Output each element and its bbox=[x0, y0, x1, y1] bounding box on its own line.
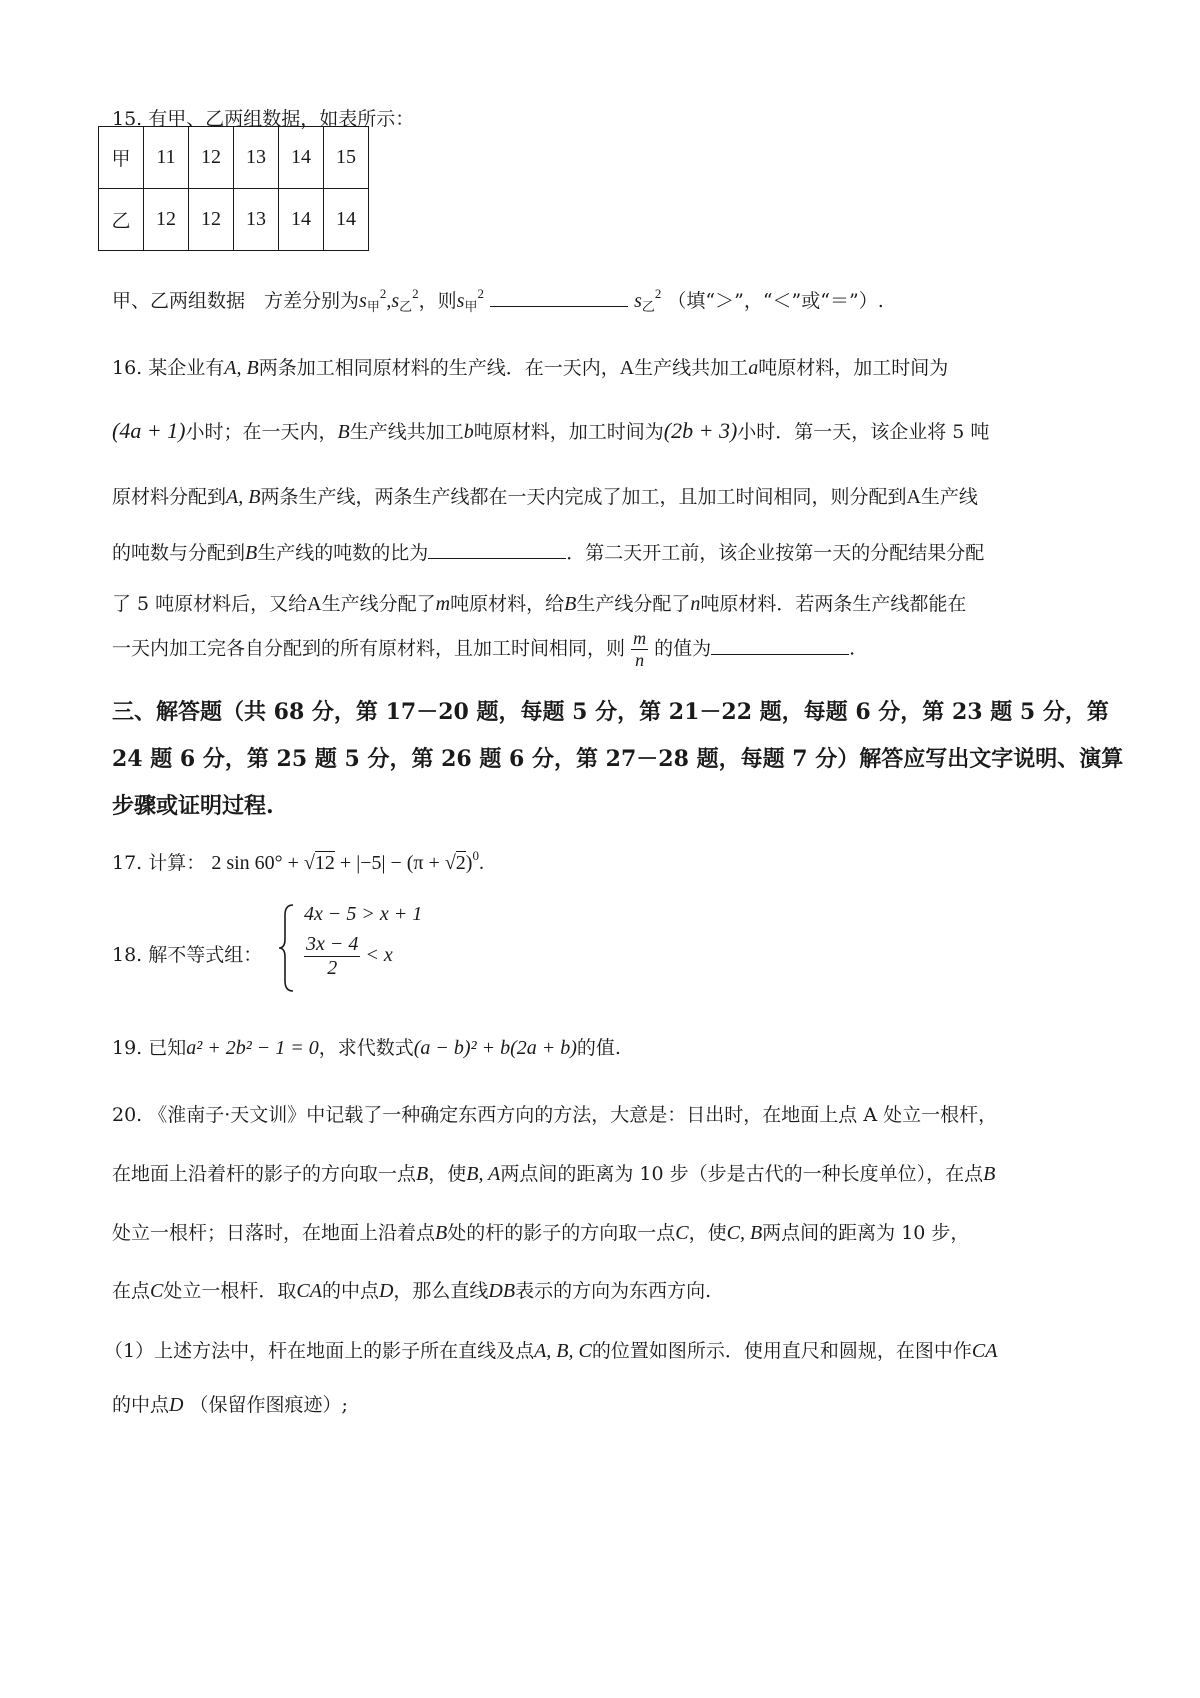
q16-line-5 bbox=[112, 589, 966, 616]
text: 生产线 bbox=[920, 486, 978, 508]
q16-line-1 bbox=[112, 353, 948, 380]
q17 bbox=[112, 848, 484, 875]
q17-label: 17. 计算： bbox=[112, 852, 206, 874]
q15-question bbox=[112, 286, 884, 315]
text: （保留作图痕迹）; bbox=[189, 1394, 348, 1416]
sub-yi: 乙 bbox=[399, 299, 413, 314]
q18-label: 18. 解不等式组： bbox=[112, 944, 263, 966]
var-a: a bbox=[748, 357, 759, 379]
var-n: n bbox=[690, 593, 701, 615]
text: 了 5 吨原材料后，又给 bbox=[112, 593, 308, 615]
fraction-den: n bbox=[635, 650, 645, 670]
text: 的中点 bbox=[321, 1280, 379, 1302]
var-DB: DB bbox=[488, 1280, 516, 1302]
var-CA: CA bbox=[296, 1280, 322, 1302]
var-B: B bbox=[337, 421, 350, 443]
text: 的值为 bbox=[654, 637, 712, 660]
text: 两点间的距离为 10 步， bbox=[762, 1222, 970, 1244]
text: 生产线分配了 bbox=[321, 593, 436, 615]
text: 吨原材料，加工时间为 bbox=[758, 357, 949, 379]
q20-line-1: 20. 《淮南子·天文训》中记载了一种确定东西方向的方法，大意是：日出时，在地面上点 A 处立一根杆， bbox=[112, 1104, 998, 1126]
target-expression: (a − b)² + b(2a + b) bbox=[413, 1037, 577, 1059]
q20-part1-line-2 bbox=[112, 1390, 348, 1417]
sqrt-sign: √ bbox=[444, 852, 456, 874]
answer-blank[interactable] bbox=[428, 558, 566, 559]
text: 在点 bbox=[112, 1280, 151, 1302]
q15-text-b: ，则 bbox=[418, 290, 457, 312]
var-ABC: A, B, C bbox=[534, 1340, 592, 1362]
var-B: B bbox=[435, 1222, 448, 1244]
var-s: s bbox=[391, 290, 400, 312]
text: 处的杆的影子的方向取一点 bbox=[447, 1222, 676, 1244]
table-cell: 12 bbox=[189, 189, 234, 251]
text: 生产线共加工 bbox=[634, 357, 749, 379]
q16-line-6 bbox=[112, 628, 855, 671]
text: 小时．第一天，该企业将 5 吨 bbox=[737, 421, 990, 443]
text: 生产线分配了 bbox=[576, 593, 691, 615]
condition-expression: a² + 2b² − 1 = 0 bbox=[186, 1037, 319, 1059]
q16-line-2 bbox=[112, 417, 989, 444]
table-cell: 14 bbox=[324, 189, 369, 251]
var-s: s bbox=[456, 290, 465, 312]
q15-text-a: 甲、乙两组数据 方差分别为 bbox=[112, 290, 360, 312]
table-row bbox=[99, 127, 369, 189]
var-CB: C, B bbox=[726, 1222, 763, 1244]
var-AB: A, B bbox=[226, 486, 261, 508]
table-cell: 13 bbox=[234, 127, 279, 189]
q20-line-4 bbox=[112, 1276, 711, 1303]
var-m: m bbox=[435, 593, 451, 615]
table-row-label: 甲 bbox=[99, 127, 144, 189]
exponent: 0 bbox=[472, 848, 479, 863]
var-B: B bbox=[245, 542, 258, 564]
fraction-num: m bbox=[633, 628, 647, 648]
table-cell: 14 bbox=[279, 189, 324, 251]
sup-2: 2 bbox=[654, 286, 662, 301]
text: 处立一根杆；日落时，在地面上沿着点 bbox=[112, 1222, 436, 1244]
text: 19. 已知 bbox=[112, 1037, 187, 1059]
var-C: C bbox=[675, 1222, 689, 1244]
var-A: A bbox=[906, 486, 921, 508]
var-s: s bbox=[634, 290, 642, 312]
q15-data-table bbox=[98, 126, 369, 251]
var-A: A bbox=[619, 357, 635, 379]
left-brace-icon bbox=[278, 903, 298, 993]
table-row-label: 乙 bbox=[99, 189, 144, 251]
table-cell: 15 bbox=[324, 127, 369, 189]
q15-text-c: （填“＞”，“＜”或“＝”）. bbox=[667, 290, 884, 312]
answer-blank[interactable] bbox=[711, 654, 849, 655]
table-cell: 13 bbox=[234, 189, 279, 251]
q16-line-3 bbox=[112, 482, 978, 509]
q17-expression bbox=[211, 848, 484, 874]
var-s: s bbox=[359, 290, 367, 312]
text: 的值. bbox=[576, 1037, 621, 1059]
table-cell: 14 bbox=[279, 127, 324, 189]
sup-2: 2 bbox=[412, 286, 419, 301]
text: . bbox=[849, 637, 856, 660]
text: 一天内加工完各自分配到的所有原材料，且加工时间相同，则 bbox=[112, 637, 626, 660]
table-cell: 12 bbox=[144, 189, 189, 251]
text: 处立一根杆．取 bbox=[163, 1280, 297, 1302]
text: （1）上述方法中，杆在地面上的影子所在直线及点 bbox=[104, 1340, 535, 1362]
var-B: B bbox=[983, 1163, 996, 1185]
text: ，使 bbox=[688, 1222, 727, 1244]
fraction-num: 3x − 4 bbox=[306, 933, 359, 955]
fraction bbox=[304, 933, 360, 980]
sub-yi: 乙 bbox=[641, 299, 655, 314]
q18-inequality-2 bbox=[304, 933, 393, 980]
sup-2: 2 bbox=[477, 286, 484, 301]
text: 两条生产线，两条生产线都在一天内完成了加工，且加工时间相同，则分配到 bbox=[260, 486, 907, 508]
text: 两点间的距离为 10 步（步是古代的一种长度单位），在点 bbox=[500, 1163, 984, 1185]
text: + |−5| − (π + bbox=[334, 852, 445, 874]
section-heading-line-3: 步骤或证明过程. bbox=[112, 793, 274, 819]
var-B: B bbox=[416, 1163, 429, 1185]
expr-2b-plus-3: (2b + 3) bbox=[663, 418, 738, 443]
text: 小时；在一天内， bbox=[185, 421, 338, 443]
q20-line-3 bbox=[112, 1218, 969, 1245]
sqrt-sign: √ bbox=[303, 852, 315, 874]
text: 生产线共加工 bbox=[349, 421, 464, 443]
answer-blank[interactable] bbox=[490, 306, 628, 307]
text: 吨原材料．若两条生产线都能在 bbox=[700, 593, 967, 615]
var-CA: CA bbox=[971, 1340, 998, 1362]
text: 表示的方向为东西方向. bbox=[515, 1280, 712, 1302]
var-BA: B, A bbox=[466, 1163, 501, 1185]
text: 的吨数与分配到 bbox=[112, 542, 246, 564]
q19 bbox=[112, 1033, 621, 1060]
q20-part1-line-1 bbox=[104, 1336, 997, 1363]
text: 吨原材料，加工时间为 bbox=[473, 421, 664, 443]
var-B: B bbox=[564, 593, 577, 615]
expr-4a-plus-1: (4a + 1) bbox=[112, 418, 186, 443]
text: ，那么直线 bbox=[393, 1280, 489, 1302]
text: 的位置如图所示．使用直尺和圆规，在图中作 bbox=[591, 1340, 972, 1362]
sub-jia: 甲 bbox=[464, 299, 478, 314]
var-b: b bbox=[463, 421, 474, 443]
text: 吨原材料，给 bbox=[450, 593, 565, 615]
fraction-m-over-n bbox=[631, 628, 648, 671]
q15-intro: 15. 有甲、乙两组数据，如表所示： bbox=[112, 108, 415, 130]
radicand: 2 bbox=[455, 852, 466, 874]
table-cell: 11 bbox=[144, 127, 189, 189]
text: 16. 某企业有 bbox=[112, 357, 225, 379]
sup-2: 2 bbox=[379, 286, 387, 301]
text: < x bbox=[365, 944, 393, 967]
text: ) bbox=[465, 852, 473, 874]
text: 的中点 bbox=[112, 1394, 170, 1416]
var-C: C bbox=[150, 1280, 164, 1302]
text: 原材料分配到 bbox=[112, 486, 227, 508]
var-A: A bbox=[307, 593, 322, 615]
text: 2 sin 60° + bbox=[211, 852, 304, 874]
q16-line-4 bbox=[112, 538, 984, 565]
text: ，求代数式 bbox=[318, 1037, 414, 1059]
text: 生产线的吨数的比为 bbox=[257, 542, 429, 564]
comma: , bbox=[386, 290, 392, 312]
sub-jia: 甲 bbox=[366, 299, 380, 314]
q18-inequality-1: 4x − 5 > x + 1 bbox=[304, 903, 423, 925]
table-row bbox=[99, 189, 369, 251]
table-cell: 12 bbox=[189, 127, 234, 189]
section-heading-line-1: 三、解答题（共 68 分，第 17－20 题，每题 5 分，第 21－22 题，每题 6 分，第 23 题 5 分，第 bbox=[112, 699, 1109, 725]
text: ．第二天开工前，该企业按第一天的分配结果分配 bbox=[566, 542, 985, 564]
text: 两条加工相同原材料的生产线．在一天内， bbox=[258, 357, 620, 379]
text: ，使 bbox=[428, 1163, 467, 1185]
text: . bbox=[478, 852, 484, 874]
radicand: 12 bbox=[314, 852, 335, 874]
var-D: D bbox=[169, 1394, 184, 1416]
q20-line-2 bbox=[112, 1159, 995, 1186]
section-heading-line-2: 24 题 6 分，第 25 题 5 分，第 26 题 6 分，第 27－28 题，每题 7 分）解答应写出文字说明、演算 bbox=[112, 746, 1124, 772]
var-AB: A, B bbox=[224, 357, 259, 379]
fraction-den: 2 bbox=[327, 957, 338, 979]
var-D: D bbox=[378, 1280, 394, 1302]
text: 在地面上沿着杆的影子的方向取一点 bbox=[112, 1163, 417, 1185]
